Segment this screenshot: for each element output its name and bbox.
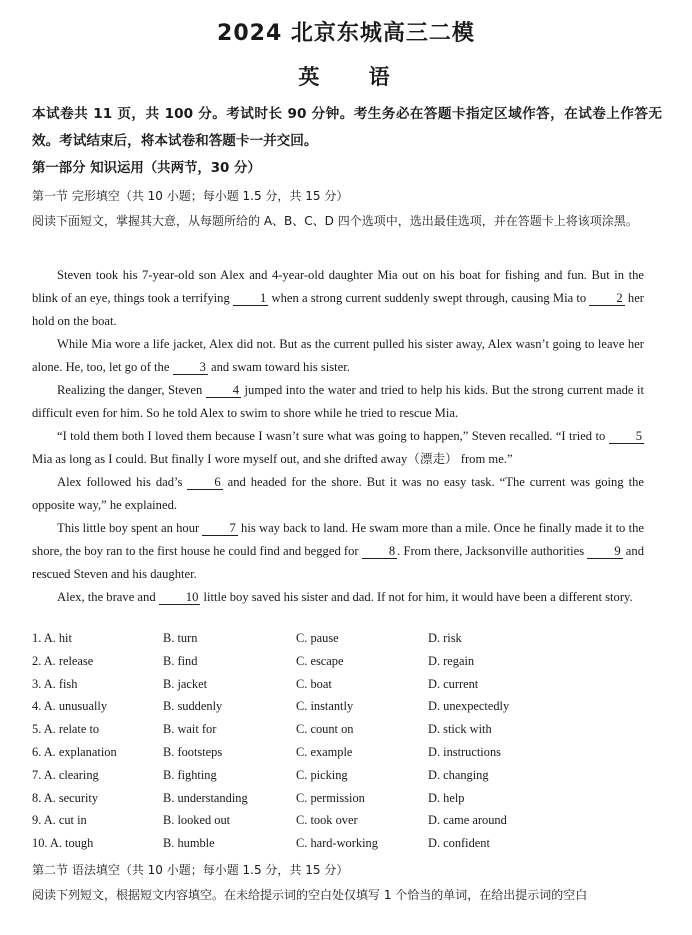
option-d[interactable]: D. confident [428, 836, 490, 851]
option-row [32, 791, 662, 814]
option-c[interactable]: C. took over [296, 813, 358, 828]
cloze-passage [32, 264, 644, 609]
option-c[interactable]: C. escape [296, 653, 344, 668]
passage-paragraph: Steven took his 7-year-old son Alex and 4-year-old daughter Mia out on his boat for fishing and fun. But in the blink of an eye, things took a terrifying 1 when a strong current suddenly swept through, causing Mia to 2 her hold on the boat. [32, 268, 645, 328]
option-row [32, 631, 662, 654]
passage-paragraph: Alex, the brave and 10 little boy saved his sister and dad. If not for him, it would have been a different story. [57, 590, 633, 604]
passage-paragraph: Alex followed his dad’s 6 and headed for the shore. But it was no easy task. “The current was going the opposite way,” he explained. [32, 475, 644, 512]
option-a[interactable]: 4. A. unusually [32, 699, 108, 714]
option-a[interactable]: 3. A. fish [32, 676, 78, 691]
option-c[interactable]: C. picking [296, 767, 348, 782]
option-row [32, 836, 662, 859]
option-b[interactable]: B. fighting [163, 767, 217, 782]
blank-7[interactable]: 7 [202, 521, 237, 536]
option-row [32, 745, 662, 768]
exam-title: 2024 北京东城高三二模 [217, 21, 475, 46]
passage-paragraph: Realizing the danger, Steven 4 jumped into the water and tried to help his kids. But the strong current made it difficult even for him. So he told Alex to swim to shore while he tried to rescue Mia. [32, 383, 644, 420]
option-a[interactable]: 5. A. relate to [32, 722, 100, 737]
blank-9[interactable]: 9 [587, 544, 622, 559]
option-a[interactable]: 2. A. release [32, 653, 94, 668]
blank-1[interactable]: 1 [233, 291, 268, 306]
option-b[interactable]: B. find [163, 653, 198, 668]
option-a[interactable]: 1. A. hit [32, 631, 72, 645]
option-d[interactable]: D. unexpectedly [428, 699, 510, 714]
option-c[interactable]: C. pause [296, 631, 339, 645]
section1-instruction: 阅读下面短文，掌握其大意，从每题所给的 A、B、C、D 四个选项中，选出最佳选项，并在答题卡上将该项涂黑。 [32, 214, 638, 228]
option-row [32, 654, 662, 677]
option-d[interactable]: D. changing [428, 767, 489, 782]
option-b[interactable]: B. looked out [163, 813, 231, 828]
passage-paragraph: While Mia wore a life jacket, Alex did not. But as the current pulled his sister away, Alex wasn’t going to leave her alone. He, too, let go of the 3 and swam toward his sister. [32, 337, 644, 374]
option-c[interactable]: C. hard-working [296, 836, 378, 851]
option-d[interactable]: D. help [428, 790, 465, 805]
option-a[interactable]: 7. A. clearing [32, 767, 99, 782]
option-row [32, 768, 662, 791]
part1-heading: 第一部分 知识运用（共两节，30 分） [32, 161, 261, 176]
passage-paragraph: This little boy spent an hour 7 his way back to land. He swam more than a mile. Once he finally made it to the shore, the boy ran to the first house he could find and begged for 8 . From there, Jacksonville authorities 9 and rescued Steven and his daughter. [32, 521, 645, 581]
option-d[interactable]: D. instructions [428, 744, 501, 759]
section2-instruction: 阅读下列短文，根据短文内容填空。在未给提示词的空白处仅填写 1 个恰当的单词，在给出提示词的空白 [32, 888, 588, 902]
option-b[interactable]: B. wait for [163, 722, 217, 737]
option-row [32, 677, 662, 700]
option-b[interactable]: B. suddenly [163, 699, 223, 714]
option-a[interactable]: 6. A. explanation [32, 744, 117, 759]
exam-instructions: 本试卷共 11 页，共 100 分。考试时长 90 分钟。考生务必在答题卡指定区域作答，在试卷上作答无效。考试结束后，将本试卷和答题卡一并交回。 [32, 106, 662, 149]
option-b[interactable]: B. turn [163, 631, 198, 645]
blank-6[interactable]: 6 [187, 475, 222, 490]
option-row [32, 722, 662, 745]
passage-paragraph: “I told them both I loved them because I wasn’t sure what was going to happen,” Steven recalled. “I tried to 5 Mia as long as I could. But finally I wore myself out, and she drifted away（漂走） from me.” [32, 429, 642, 466]
option-c[interactable]: C. permission [296, 790, 365, 805]
blank-3[interactable]: 3 [173, 360, 208, 375]
subject-title: 英 语 [298, 65, 394, 89]
option-d[interactable]: D. stick with [428, 722, 492, 737]
blank-10[interactable]: 10 [159, 590, 201, 605]
option-b[interactable]: B. jacket [163, 676, 208, 691]
option-c[interactable]: C. count on [296, 722, 354, 737]
option-b[interactable]: B. understanding [163, 790, 248, 805]
option-d[interactable]: D. current [428, 676, 479, 691]
section2-heading: 第二节 语法填空（共 10 小题；每小题 1.5 分，共 15 分） [32, 863, 349, 877]
section1-heading: 第一节 完形填空（共 10 小题；每小题 1.5 分，共 15 分） [32, 189, 349, 203]
blank-8[interactable]: 8 [362, 544, 397, 559]
option-a[interactable]: 10. A. tough [32, 836, 94, 851]
option-row [32, 699, 662, 722]
option-d[interactable]: D. regain [428, 653, 475, 668]
options-table [32, 631, 662, 859]
option-a[interactable]: 9. A. cut in [32, 813, 87, 828]
option-b[interactable]: B. humble [163, 836, 215, 851]
option-row [32, 813, 662, 836]
option-c[interactable]: C. boat [296, 676, 332, 691]
option-b[interactable]: B. footsteps [163, 744, 223, 759]
option-c[interactable]: C. example [296, 744, 353, 759]
option-c[interactable]: C. instantly [296, 699, 354, 714]
option-d[interactable]: D. risk [428, 631, 462, 645]
blank-4[interactable]: 4 [206, 383, 241, 398]
blank-2[interactable]: 2 [589, 291, 624, 306]
blank-5[interactable]: 5 [609, 429, 644, 444]
option-a[interactable]: 8. A. security [32, 790, 99, 805]
option-d[interactable]: D. came around [428, 813, 507, 828]
